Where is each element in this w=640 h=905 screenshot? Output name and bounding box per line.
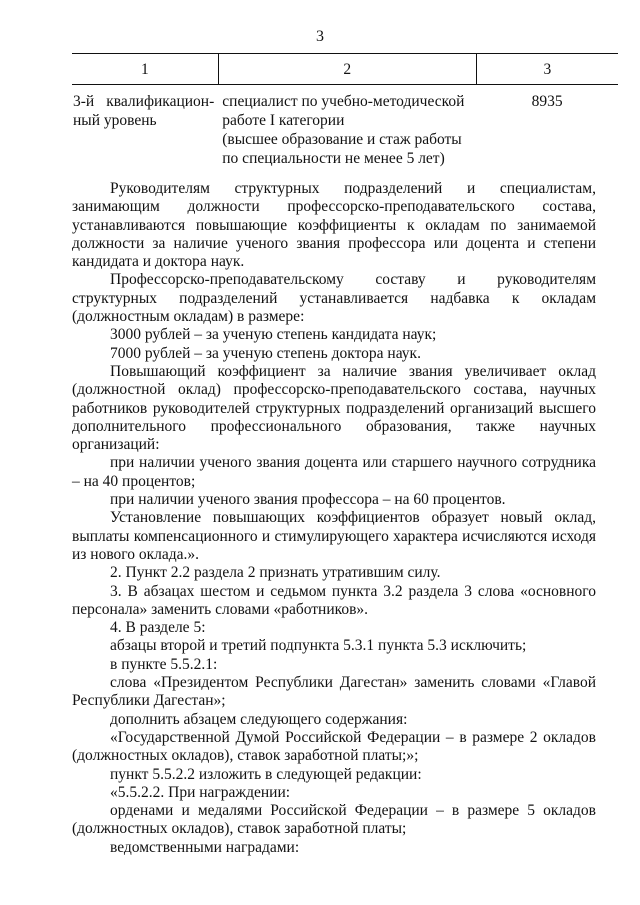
paragraph: дополнить абзацем следующего содержания: [110,710,408,728]
paragraph: 2. Пункт 2.2 раздела 2 признать утратившим силу. [110,564,441,582]
cell-line: по специальности не менее 5 лет) [222,150,445,167]
qualification-level-cell [72,85,218,170]
table-header-cell: 2 [218,54,476,85]
paragraph: Установление повышающих коэффициентов образует новый оклад, выплаты компенсационного и стимулирующего характера исчисляются исходя из нового оклада.». [72,509,596,563]
paragraph: ведомственными наградами: [110,838,300,856]
cell-line: работе I категории [222,112,345,129]
table-row [72,85,618,170]
paragraph: Руководителям структурных подразделений и специалистам, занимающим должности профессорско-преподавательского состава, устанавливаются повышающие коэффициенты к окладам по занимаемой должности за наличие ученого звания профессора или доцента и степени кандидата и доктора наук. [72,180,596,271]
paragraph: при наличии ученого звания профессора – на 60 процентов. [110,491,506,509]
paragraph: слова «Президентом Республики Дагестан» заменить словами «Главой Республики Дагестан»; [72,674,596,710]
table-header-cell: 3 [476,54,618,85]
paragraph: 3. В абзацах шестом и седьмом пункта 3.2 раздела 3 слова «основного персонала» заменить словами «работников». [72,582,596,618]
cell-line: 3-й квалификацион- [73,93,215,110]
page-number: 3 [316,28,324,45]
table-header-row [72,54,618,85]
cell-line: ный уровень [73,112,157,129]
document-body [72,180,596,857]
cell-line: специалист по учебно-методической [222,93,465,110]
paragraph: «Государственной Думой Российской Федерации – в размере 2 окладов (должностных окладов), ставок заработной платы;»; [72,728,596,765]
paragraph: Профессорско-преподавательскому составу и руководителям структурных подразделений устанавливается надбавка к окладам (должностным окладам) в размере: [72,271,596,326]
paragraph: абзацы второй и третий подпункта 5.3.1 пункта 5.3 исключить; [110,637,527,655]
paragraph: пункт 5.5.2.2 изложить в следующей редакции: [110,765,422,783]
paragraph: при наличии ученого звания доцента или старшего научного сотрудника – на 40 процентов; [72,454,596,490]
cell-line: (высшее образование и стаж работы [222,131,462,148]
paragraph: 4. В разделе 5: [110,619,206,637]
table-header-cell: 1 [72,54,218,85]
paragraph: 7000 рублей – за ученую степень доктора наук. [110,344,421,362]
paragraph: Повышающий коэффициент за наличие звания увеличивает оклад (должностной оклад) профессорско-преподавательского состава, научных работников руководителей структурных подразделений организаций высшего дополнительного профессионального образования, также научных организаций: [72,362,596,454]
salary-table [72,53,618,169]
amount-cell: 8935 [531,93,563,110]
paragraph: орденами и медалями Российской Федерации – в размере 5 окладов (должностных окладов), ставок заработной платы; [72,802,596,838]
paragraph: 3000 рублей – за ученую степень кандидата наук; [110,326,437,344]
paragraph: в пункте 5.5.2.1: [110,655,218,673]
position-cell [218,85,476,170]
paragraph: «5.5.2.2. При награждении: [110,783,291,801]
